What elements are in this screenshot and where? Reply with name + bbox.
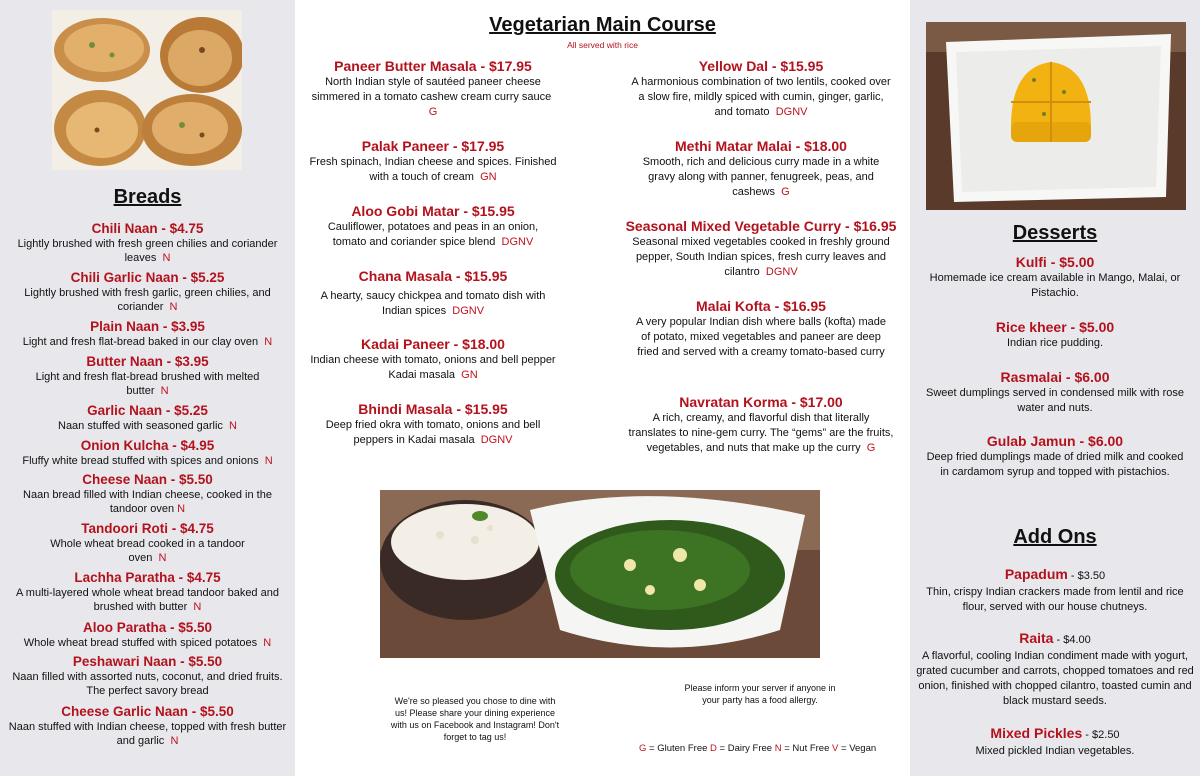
naan-bread-photo: [52, 10, 242, 170]
bread-desc: Naan stuffed with seasoned garlic: [58, 420, 223, 432]
item-title: Malai Kofta - $16.95: [696, 298, 826, 314]
bread-title: Onion Kulcha - $4.95: [80, 438, 215, 453]
bread-title: Garlic Naan - $5.25: [87, 403, 208, 418]
item-desc: Deep fried okra with tomato, onions and bell peppers in Kadai masala: [325, 419, 541, 446]
addon-name: Raita: [1019, 630, 1054, 646]
main-course-heading: Vegetarian Main Course: [489, 14, 716, 36]
addon-price: - $3.50: [1067, 570, 1106, 582]
bread-desc: Fluffy white bread stuffed with spices and onions: [22, 455, 259, 467]
bread-item: [50, 521, 245, 565]
item-desc: Cauliflower, potatoes and peas in an onion, tomato and coriander spice blend: [327, 221, 539, 248]
dessert-title: Kulfi - $5.00: [1015, 254, 1095, 270]
dietary-tag: N: [158, 552, 167, 564]
bread-item: [4, 620, 291, 650]
menu-item: [300, 138, 566, 185]
bread-desc: Naan filled with assorted nuts, coconut, and dried fruits. The perfect savory bread: [12, 671, 283, 697]
bread-title: Tandoori Roti - $4.75: [81, 521, 214, 536]
bread-desc: Light and fresh flat-bread brushed with melted butter: [35, 371, 260, 397]
dietary-tag: DGNV: [775, 106, 808, 118]
bread-title: Cheese Naan - $5.50: [82, 472, 213, 487]
item-desc: Smooth, rich and delicious curry made in a white gravy along with panner, fenugreek, peas, and cashews: [642, 156, 880, 198]
item-title: Yellow Dal - $15.95: [698, 58, 824, 74]
bread-desc: Naan stuffed with Indian cheese, topped with fresh butter and garlic: [8, 721, 287, 747]
bread-desc: Whole wheat bread cooked in a tandoor oven: [50, 538, 245, 564]
item-title: Kadai Paneer - $18.00: [361, 336, 505, 352]
item-desc: A rich, creamy, and flavorful dish that literally translates to nine-gem curry. The “gems” are the fruits, vegetables, and nuts that make up the curry: [628, 412, 894, 454]
addon-desc: Thin, crispy Indian crackers made from lentil and rice flour, served with our house chutneys.: [926, 586, 1184, 613]
menu-item: [628, 58, 894, 120]
dietary-tag: G: [866, 442, 876, 454]
bread-item: [4, 704, 291, 748]
bread-title: Lachha Paratha - $4.75: [74, 570, 221, 585]
menu-item: [310, 268, 556, 319]
item-title: Palak Paneer - $17.95: [361, 138, 505, 154]
item-desc: Seasonal mixed vegetables cooked in freshly ground pepper, South Indian spices, fresh curry leaves and cilantro: [632, 236, 890, 278]
menu-item: [316, 203, 550, 250]
addon-price: - $2.50: [1082, 729, 1120, 741]
item-desc: A very popular Indian dish where balls (kofta) made of potato, mixed vegetables and paneer are deep fried and served with a creamy tomato-based curry: [635, 316, 887, 358]
dietary-tag: G: [428, 106, 438, 118]
dietary-tag: N: [264, 336, 273, 348]
dessert-item: [916, 433, 1194, 480]
dietary-tag: N: [169, 301, 178, 313]
item-desc: A hearty, saucy chickpea and tomato dish with Indian spices: [320, 290, 546, 317]
allergy-note: Please inform your server if anyone in your party has a food allergy.: [684, 683, 836, 705]
main-course-subtitle: All served with rice: [567, 40, 638, 50]
item-title: Methi Matar Malai - $18.00: [675, 138, 847, 154]
bread-desc: Naan bread filled with Indian cheese, cooked in the tandoor oven: [23, 489, 272, 515]
bread-item: [20, 472, 275, 516]
addon-item: [918, 566, 1192, 615]
dietary-tag: N: [170, 735, 179, 747]
dietary-tag: N: [229, 420, 237, 432]
dietary-tag: DGNV: [480, 434, 513, 446]
item-title: Paneer Butter Masala - $17.95: [334, 58, 532, 74]
dessert-item: [916, 254, 1194, 301]
bread-title: Aloo Paratha - $5.50: [82, 620, 213, 635]
bread-title: Butter Naan - $3.95: [86, 354, 209, 369]
bread-desc: Lightly brushed with fresh green chilies and coriander leaves: [17, 238, 278, 264]
addon-item: [916, 725, 1194, 759]
dessert-title: Rasmalai - $6.00: [1000, 369, 1110, 385]
addon-price: - $4.00: [1053, 634, 1091, 646]
bread-item: [8, 654, 287, 698]
addon-item: [916, 630, 1194, 709]
dessert-desc: Indian rice pudding.: [1006, 337, 1103, 349]
kulfi-dessert-photo: [926, 22, 1186, 210]
item-desc: North Indian style of sautéed paneer cheese simmered in a tomato cashew cream curry sauce: [311, 76, 552, 103]
menu-item: [296, 336, 570, 383]
bread-title: Chili Naan - $4.75: [91, 221, 204, 236]
addon-name: Papadum: [1004, 566, 1068, 582]
bread-item: [4, 438, 291, 468]
menu-item: [310, 401, 556, 448]
dessert-desc: Sweet dumplings served in condensed milk with rose water and nuts.: [925, 387, 1185, 414]
item-title: Chana Masala - $15.95: [358, 268, 508, 284]
rice-and-spinach-curry-photo: [380, 490, 820, 658]
dessert-title: Gulab Jamun - $6.00: [986, 433, 1124, 449]
item-title: Bhindi Masala - $15.95: [358, 401, 508, 417]
menu-item: [632, 298, 890, 360]
bread-title: Cheese Garlic Naan - $5.50: [61, 704, 234, 719]
item-title: Navratan Korma - $17.00: [679, 394, 843, 410]
addon-desc: Mixed pickled Indian vegetables.: [975, 745, 1135, 757]
addons-heading: Add Ons: [1013, 526, 1097, 548]
bread-item: [4, 319, 291, 349]
addon-name: Mixed Pickles: [990, 725, 1083, 741]
dessert-item: [916, 369, 1194, 416]
dietary-legend: G = Gluten Free D = Dairy Free N = Nut Free V = Vegan: [639, 743, 877, 754]
dietary-tag: GN: [461, 369, 478, 381]
item-title: Seasonal Mixed Vegetable Curry - $16.95: [625, 218, 897, 234]
dietary-tag: N: [264, 455, 273, 467]
social-media-note: We're so pleased you chose to dine with us! Please share your dining experience with us on Facebook and Instagram! Don't forget to tag us!: [390, 696, 560, 742]
dietary-tag: DGNV: [452, 305, 485, 317]
menu-item: [622, 218, 900, 280]
bread-title: Chili Garlic Naan - $5.25: [70, 270, 225, 285]
menu-item: [628, 138, 894, 200]
dietary-tag: DGNV: [501, 236, 534, 248]
addon-desc: A flavorful, cooling Indian condiment made with yogurt, grated cucumber and carrots, chopped tomatoes and red onion, finished with chopped cilantro, toasted cumin and black mustard seeds.: [916, 650, 1194, 707]
item-desc: Indian cheese with tomato, onions and bell pepper Kadai masala: [310, 354, 556, 381]
bread-desc: Whole wheat bread stuffed with spiced potatoes: [23, 637, 258, 649]
bread-item: [4, 270, 291, 314]
menu-item: [310, 58, 556, 120]
dessert-title: Rice kheer - $5.00: [995, 319, 1115, 335]
bread-item: [4, 403, 291, 433]
dietary-tag: GN: [480, 171, 497, 183]
bread-title: Plain Naan - $3.95: [90, 319, 205, 334]
desserts-heading: Desserts: [1012, 222, 1098, 244]
bread-item: [4, 221, 291, 265]
dietary-tag: N: [177, 503, 186, 515]
dietary-tag: N: [162, 252, 171, 264]
dessert-desc: Homemade ice cream available in Mango, Malai, or Pistachio.: [929, 272, 1181, 299]
bread-desc: A multi-layered whole wheat bread tandoor baked and brushed with butter: [16, 587, 279, 613]
dietary-tag: G: [781, 186, 790, 198]
bread-item: [4, 570, 291, 614]
bread-desc: Light and fresh flat-bread baked in our clay oven: [22, 336, 259, 348]
breads-heading: Breads: [113, 186, 182, 208]
dessert-desc: Deep fried dumplings made of dried milk and cooked in cardamom syrup and topped with pistachios.: [926, 451, 1184, 478]
item-desc: Fresh spinach, Indian cheese and spices. Finished with a touch of cream: [309, 156, 557, 183]
bread-item: [24, 354, 271, 398]
dessert-item: [916, 319, 1194, 351]
dietary-tag: N: [160, 385, 169, 397]
bread-title: Peshawari Naan - $5.50: [72, 654, 223, 669]
dietary-tag: DGNV: [765, 266, 798, 278]
dietary-tag: N: [263, 637, 272, 649]
menu-item: [628, 394, 894, 456]
item-title: Aloo Gobi Matar - $15.95: [351, 203, 515, 219]
bread-desc: Lightly brushed with fresh garlic, green chilies, and coriander: [24, 287, 271, 313]
item-desc: A harmonious combination of two lentils, cooked over a slow fire, mildly spiced with cumin, ginger, garlic, and tomato: [631, 76, 891, 118]
dietary-tag: N: [193, 601, 202, 613]
